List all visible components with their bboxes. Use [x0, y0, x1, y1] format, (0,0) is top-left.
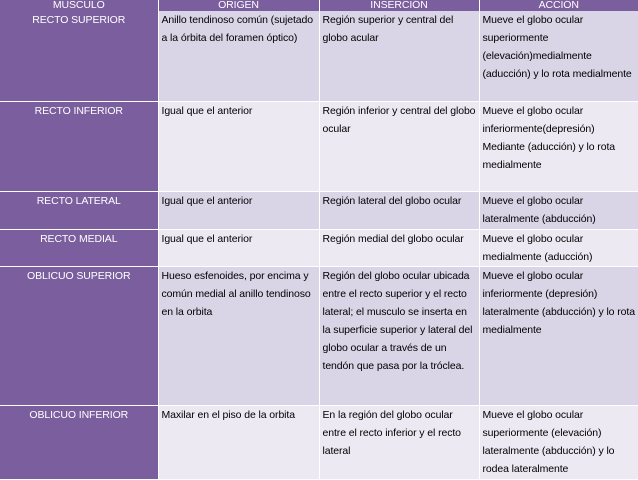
table-row [0, 101, 638, 191]
origen-cell: Maxilar en el piso de la orbita [158, 405, 319, 479]
insercion-cell: Región inferior y central del globo ocular [319, 101, 479, 191]
table-row [0, 191, 638, 229]
musculo-cell: RECTO INFERIOR [0, 101, 158, 191]
origen-cell: Igual que el anterior [158, 191, 319, 229]
insercion-cell: Región superior y central del globo acular [319, 11, 479, 101]
header-musculo: MUSCULO [0, 0, 158, 11]
accion-cell: Mueve el globo ocular superiormente (elevación) lateralmente (abducción) y lo rodea lateralmente [479, 405, 638, 479]
insercion-cell: Región del globo ocular ubicada entre el recto superior y el recto lateral; el musculo se inserta en la superficie superior y lateral del globo ocular a través de un tendón que pasa por la tróclea. [319, 266, 479, 405]
header-insercion: INSERCIÓN [319, 0, 479, 11]
table-row [0, 229, 638, 266]
origen-cell: Hueso esfenoides, por encima y común medial al anillo tendinoso en la orbita [158, 266, 319, 405]
accion-cell: Mueve el globo ocular medialmente (aducción) [479, 229, 638, 266]
insercion-cell: En la región del globo ocular entre el recto inferior y el recto lateral [319, 405, 479, 479]
insercion-cell: Región lateral del globo ocular [319, 191, 479, 229]
table-row [0, 11, 638, 101]
table-row [0, 266, 638, 405]
accion-cell: Mueve el globo ocular lateralmente (abducción) [479, 191, 638, 229]
accion-cell: Mueve el globo ocular inferiormente (depresión) lateralmente (abducción) y lo rota medialmente [479, 266, 638, 405]
musculo-cell: RECTO MEDIAL [0, 229, 158, 266]
musculo-cell: RECTO SUPERIOR [0, 11, 158, 101]
header-accion: ACCIÓN [479, 0, 638, 11]
musculo-cell: OBLICUO INFERIOR [0, 405, 158, 479]
musculo-cell: OBLICUO SUPERIOR [0, 266, 158, 405]
header-origen: ORIGEN [158, 0, 319, 11]
insercion-cell: Región medial del globo ocular [319, 229, 479, 266]
accion-cell: Mueve el globo ocular inferiormente(depresión) Mediante (aducción) y lo rota medialmente [479, 101, 638, 191]
accion-cell: Mueve el globo ocular superiormente (elevación)medialmente (aducción) y lo rota medialmente [479, 11, 638, 101]
origen-cell: Igual que el anterior [158, 229, 319, 266]
origen-cell: Anillo tendinoso común (sujetado a la órbita del foramen óptico) [158, 11, 319, 101]
header-row [0, 0, 638, 11]
origen-cell: Igual que el anterior [158, 101, 319, 191]
musculo-cell: RECTO LATERAL [0, 191, 158, 229]
table-row [0, 405, 638, 479]
